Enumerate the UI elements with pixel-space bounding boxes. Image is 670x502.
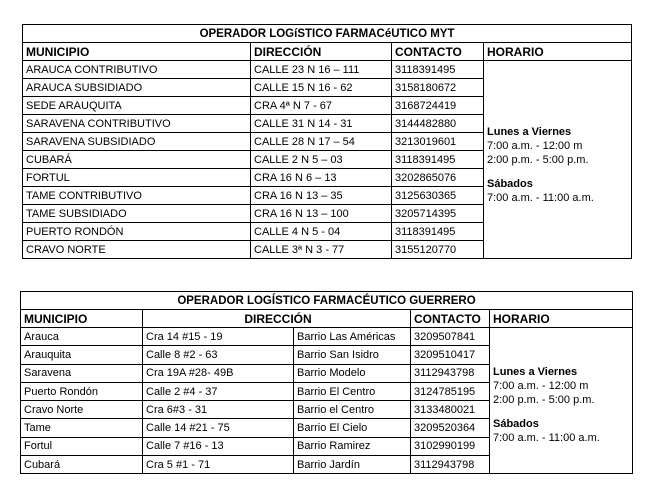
myt-header-contacto: CONTACTO [392, 43, 484, 61]
contacto-cell: 3125630365 [392, 187, 484, 205]
municipio-cell: SARAVENA CONTRIBUTIVO [23, 115, 251, 133]
guerrero-header-horario: HORARIO [490, 310, 633, 328]
municipio-cell: Cravo Norte [21, 401, 143, 419]
direccion-cell: CALLE 31 N 14 - 31 [251, 115, 392, 133]
contacto-cell: 3209507841 [411, 328, 490, 346]
contacto-cell: 3155120770 [392, 241, 484, 259]
guerrero-table [20, 291, 633, 474]
saturday-label: Sábados [487, 177, 533, 190]
weekday-pm: 2:00 p.m. - 5:00 p.m. [487, 153, 589, 166]
municipio-cell: ARAUCA SUBSIDIADO [23, 79, 251, 97]
contacto-cell: 3205714395 [392, 205, 484, 223]
direccion-cell: CRA 16 N 13 – 35 [251, 187, 392, 205]
municipio-cell: Saravena [21, 364, 143, 382]
direccion-cell: Cra 19A #28- 49B [143, 364, 294, 382]
contacto-cell: 3112943798 [411, 364, 490, 382]
direccion-cell: CALLE 4 N 5 - 04 [251, 223, 392, 241]
municipio-cell: FORTUL [23, 169, 251, 187]
table-row [23, 61, 632, 79]
direccion-cell: Cra 14 #15 - 19 [143, 328, 294, 346]
barrio-cell: Barrio el Centro [294, 401, 411, 419]
municipio-cell: Arauquita [21, 346, 143, 364]
guerrero-title: OPERADOR LOGÍSTICO FARMACÉUTICO GUERRERO [21, 292, 633, 310]
saturday-label: Sábados [493, 417, 539, 430]
myt-horario-cell [484, 61, 632, 259]
contacto-cell: 3168724419 [392, 97, 484, 115]
municipio-cell: Cubará [21, 456, 143, 474]
contacto-cell: 3144482880 [392, 115, 484, 133]
myt-header-horario: HORARIO [484, 43, 632, 61]
barrio-cell: Barrio El Cielo [294, 419, 411, 437]
weekday-am: 7:00 a.m. - 12:00 m [493, 379, 589, 392]
municipio-cell: TAME CONTRIBUTIVO [23, 187, 251, 205]
guerrero-header-contacto: CONTACTO [411, 310, 490, 328]
direccion-cell: Cra 5 #1 - 71 [143, 456, 294, 474]
municipio-cell: Fortul [21, 437, 143, 455]
direccion-cell: Calle 2 #4 - 37 [143, 382, 294, 400]
contacto-cell: 3213019601 [392, 133, 484, 151]
myt-header-municipio: MUNICIPIO [23, 43, 251, 61]
municipio-cell: SEDE ARAUQUITA [23, 97, 251, 115]
direccion-cell: CRA 4ª N 7 - 67 [251, 97, 392, 115]
myt-title: OPERADOR LOGíSTICO FARMACéUTICO MYT [23, 25, 632, 43]
barrio-cell: Barrio Las Américas [294, 328, 411, 346]
contacto-cell: 3209510417 [411, 346, 490, 364]
myt-table [22, 24, 632, 259]
direccion-cell: Calle 14 #21 - 75 [143, 419, 294, 437]
weekday-label: Lunes a Viernes [493, 365, 578, 378]
guerrero-header-municipio: MUNICIPIO [21, 310, 143, 328]
municipio-cell: SARAVENA SUBSIDIADO [23, 133, 251, 151]
guerrero-horario-cell [490, 328, 633, 474]
weekday-label: Lunes a Viernes [487, 125, 572, 138]
municipio-cell: Puerto Rondón [21, 382, 143, 400]
contacto-cell: 3158180672 [392, 79, 484, 97]
municipio-cell: Tame [21, 419, 143, 437]
contacto-cell: 3118391495 [392, 223, 484, 241]
municipio-cell: TAME SUBSIDIADO [23, 205, 251, 223]
barrio-cell: Barrio Ramirez [294, 437, 411, 455]
direccion-cell: CALLE 3ª N 3 - 77 [251, 241, 392, 259]
direccion-cell: CALLE 28 N 17 – 54 [251, 133, 392, 151]
saturday-hours: 7:00 a.m. - 11:00 a.m. [493, 431, 600, 444]
contacto-cell: 3124785195 [411, 382, 490, 400]
contacto-cell: 3118391495 [392, 151, 484, 169]
direccion-cell: Calle 7 #16 - 13 [143, 437, 294, 455]
saturday-hours: 7:00 a.m. - 11:00 a.m. [487, 191, 594, 204]
municipio-cell: ARAUCA CONTRIBUTIVO [23, 61, 251, 79]
barrio-cell: Barrio San Isidro [294, 346, 411, 364]
direccion-cell: CRA 16 N 13 – 100 [251, 205, 392, 223]
contacto-cell: 3112943798 [411, 456, 490, 474]
municipio-cell: Arauca [21, 328, 143, 346]
contacto-cell: 3118391495 [392, 61, 484, 79]
contacto-cell: 3133480021 [411, 401, 490, 419]
municipio-cell: CUBARÁ [23, 151, 251, 169]
direccion-cell: Calle 8 #2 - 63 [143, 346, 294, 364]
barrio-cell: Barrio El Centro [294, 382, 411, 400]
table-row [21, 328, 633, 346]
direccion-cell: CALLE 15 N 16 - 62 [251, 79, 392, 97]
contacto-cell: 3102990199 [411, 437, 490, 455]
municipio-cell: CRAVO NORTE [23, 241, 251, 259]
weekday-am: 7:00 a.m. - 12:00 m [487, 139, 583, 152]
barrio-cell: Barrio Modelo [294, 364, 411, 382]
direccion-cell: CRA 16 N 6 – 13 [251, 169, 392, 187]
direccion-cell: CALLE 2 N 5 – 03 [251, 151, 392, 169]
direccion-cell: CALLE 23 N 16 – 111 [251, 61, 392, 79]
contacto-cell: 3209520364 [411, 419, 490, 437]
myt-header-direccion: DIRECCIÓN [251, 43, 392, 61]
guerrero-header-direccion: DIRECCIÓN [143, 310, 411, 328]
direccion-cell: Cra 6#3 - 31 [143, 401, 294, 419]
municipio-cell: PUERTO RONDÓN [23, 223, 251, 241]
weekday-pm: 2:00 p.m. - 5:00 p.m. [493, 393, 595, 406]
barrio-cell: Barrio Jardín [294, 456, 411, 474]
contacto-cell: 3202865076 [392, 169, 484, 187]
